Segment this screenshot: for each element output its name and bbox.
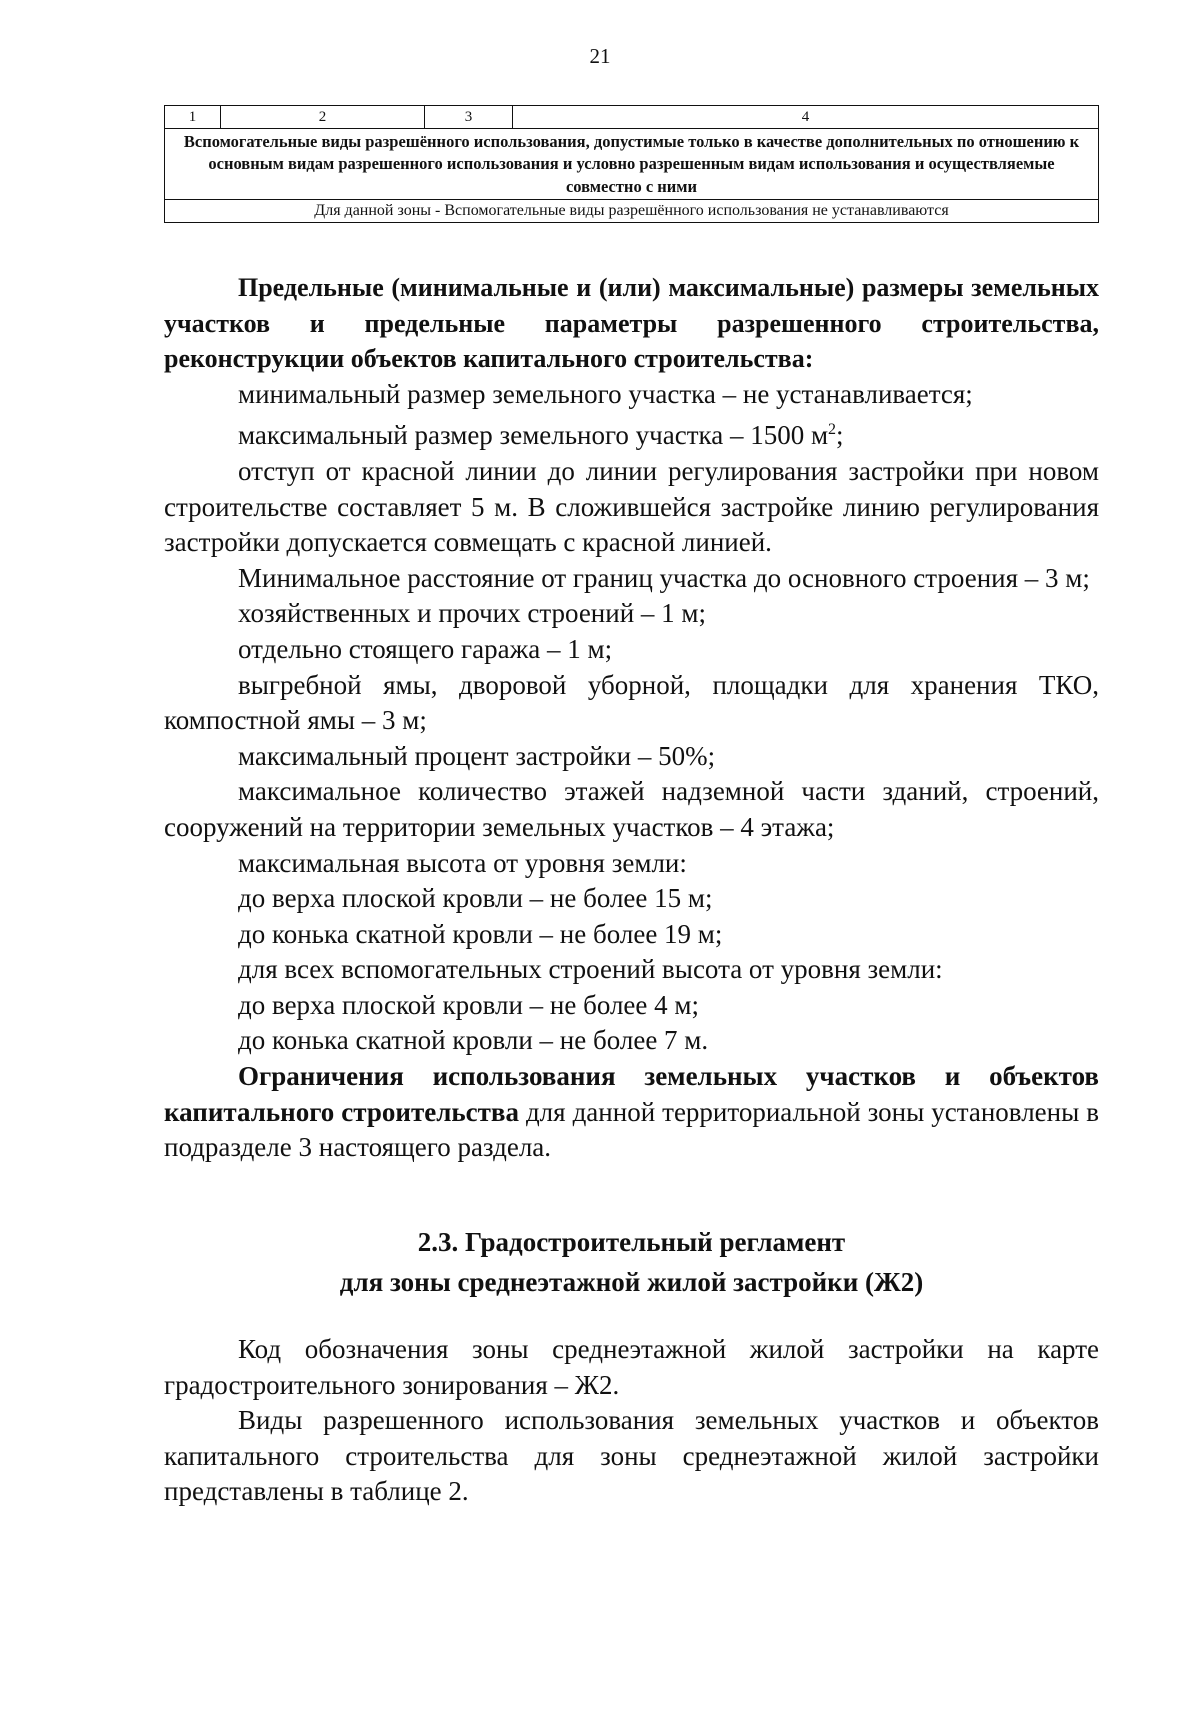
- limits-max-floors: максимальное количество этажей надземной части зданий, строений, сооружений на территории земельных участков – 4 этажа;: [164, 776, 1099, 842]
- limits-max-height-title: максимальная высота от уровня земли:: [238, 847, 687, 878]
- zone-code-paragraph: Код обозначения зоны среднеэтажной жилой застройки на карте градостроительного зонирования – Ж2.: [164, 1334, 1099, 1400]
- zone-description-section: [164, 1332, 1099, 1510]
- permitted-use-table: [164, 105, 1099, 223]
- limits-household-buildings: хозяйственных и прочих строений – 1 м;: [238, 598, 706, 629]
- limits-max-plot-size: [164, 412, 1099, 454]
- zone-types-paragraph: Виды разрешенного использования земельных участков и объектов капитального строительства для зоны среднеэтажной жилой застройки представлены в таблице 2.: [164, 1405, 1099, 1507]
- limits-aux-flat-roof: до верха плоской кровли – не более 4 м;: [238, 989, 699, 1020]
- restrictions-regular-text: для данной территориальной зоны установлены в подразделе 3 настоящего раздела.: [164, 1096, 1099, 1163]
- limits-garage: отдельно стоящего гаража – 1 м;: [238, 633, 613, 664]
- limits-flat-roof: до верха плоской кровли – не более 15 м;: [238, 883, 713, 914]
- section-title-line-2: для зоны среднеэтажной жилой застройки (Ж2): [339, 1267, 924, 1297]
- limits-heading: Предельные (минимальные и (или) максимальные) размеры земельных участков и предельные параметры разрешенного строительства, реконструкции объектов капитального строительства:: [164, 273, 1099, 374]
- table-note-row: [165, 199, 1099, 222]
- section-title-line-1: 2.3. Градостроительный регламент: [417, 1227, 846, 1257]
- auxiliary-uses-note: Для данной зоны - Вспомогательные виды разрешённого использования не устанавливаются: [165, 199, 1099, 222]
- max-plot-size-suffix: ;: [836, 420, 844, 451]
- restrictions-bold-text: Ограничения использования земельных участков и объектов капитального строительства: [164, 1061, 1099, 1127]
- max-plot-size-text: максимальный размер земельного участка – 1500 м: [238, 420, 829, 451]
- limits-setback: отступ от красной линии до линии регулирования застройки при новом строительстве составляет 5 м. В сложившейся застройке линию регулирования застройки допускается совмещать с красной линией.: [164, 455, 1099, 558]
- limits-aux-title: для всех вспомогательных строений высота от уровня земли:: [238, 954, 943, 985]
- limits-aux-pitched-roof: до конька скатной кровли – не более 7 м.: [238, 1025, 709, 1056]
- column-number-cell: 1: [165, 106, 221, 129]
- page-number: 21: [589, 44, 611, 68]
- limits-section: [164, 270, 1099, 1166]
- limits-pitched-roof: до конька скатной кровли – не более 19 м;: [238, 918, 723, 949]
- column-number-cell: 2: [221, 106, 425, 129]
- column-number-cell: 4: [513, 106, 1099, 129]
- auxiliary-uses-header: Вспомогательные виды разрешённого использования, допустимые только в качестве дополнительных по отношению к основным видам разрешенного использования и условно разрешенным видам использования и осуществляемые совместно с ними: [165, 129, 1099, 200]
- restrictions-paragraph: [164, 1059, 1099, 1166]
- square-superscript: 2: [828, 421, 837, 439]
- limits-min-distance: Минимальное расстояние от границ участка до основного строения – 3 м;: [238, 562, 1090, 593]
- table-header-row: [165, 129, 1099, 200]
- limits-min-plot-size: минимальный размер земельного участка – не устанавливается;: [238, 378, 973, 409]
- limits-cesspool: выгребной ямы, дворовой уборной, площадки для хранения ТКО, компостной ямы – 3 м;: [164, 669, 1099, 736]
- table-column-numbers-row: [165, 106, 1099, 129]
- section-title: [164, 1222, 1099, 1302]
- limits-max-coverage: максимальный процент застройки – 50%;: [238, 740, 716, 771]
- column-number-cell: 3: [425, 106, 513, 129]
